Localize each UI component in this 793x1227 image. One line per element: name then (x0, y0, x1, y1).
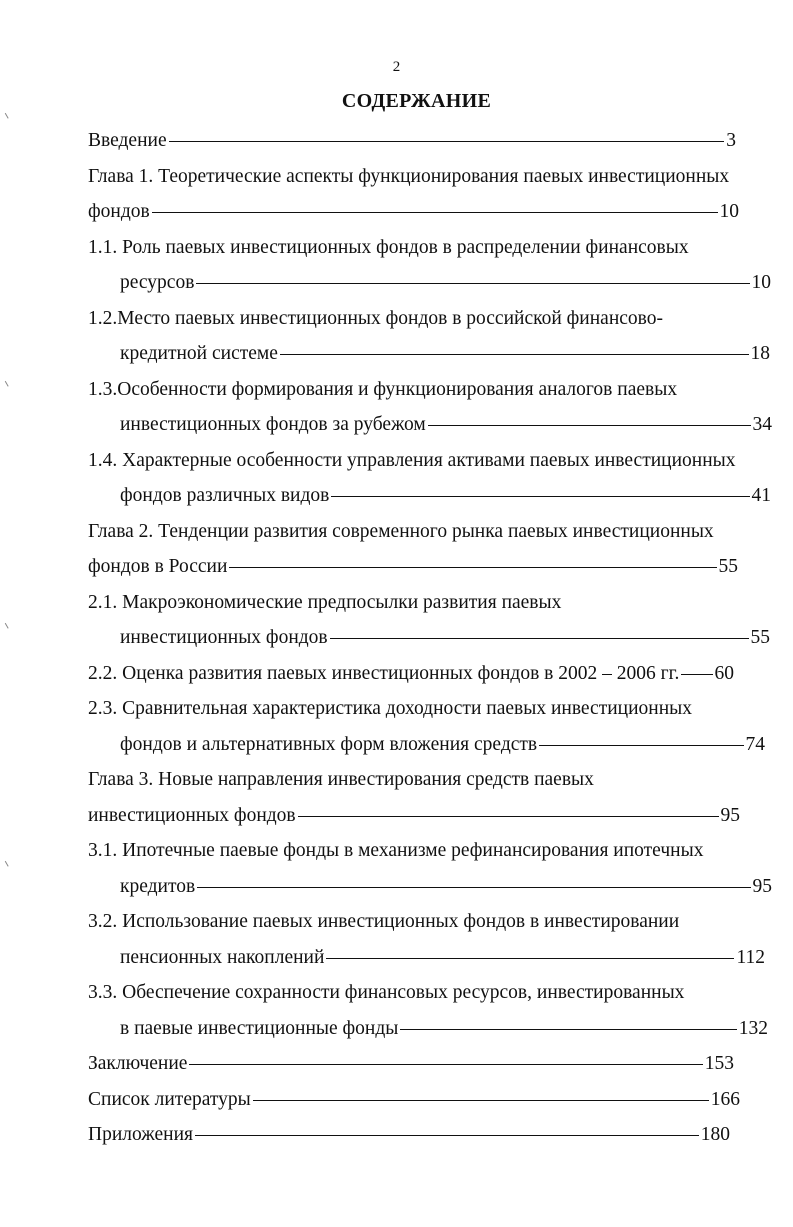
dot-leader (195, 1135, 699, 1136)
toc-entry-section-1-1[interactable] (88, 230, 771, 301)
dot-leader (331, 496, 749, 497)
dot-leader (681, 674, 712, 675)
toc-entry-title-continued: фондов в России (88, 556, 228, 577)
toc-entry-conclusion[interactable] (88, 1046, 738, 1082)
toc-entry-section-1-4[interactable] (88, 443, 771, 514)
toc-entry-appendices[interactable] (88, 1117, 738, 1153)
scan-mark (5, 859, 11, 866)
toc-page-number: 95 (720, 804, 740, 826)
toc-page-number: 153 (704, 1053, 734, 1074)
toc-page-number: 41 (751, 485, 771, 506)
dot-leader (280, 354, 749, 355)
toc-page-number: 166 (710, 1088, 740, 1110)
toc-entry-section-2-3[interactable] (88, 691, 765, 762)
toc-entry-title: Заключение (88, 1053, 188, 1074)
toc-page-number: 10 (751, 272, 771, 293)
toc-entry-section-2-2[interactable] (88, 656, 738, 692)
toc-page-number: 132 (738, 1017, 768, 1039)
dot-leader (539, 745, 743, 746)
dot-leader (428, 425, 751, 426)
toc-entry-title: 2.2. Оценка развития паевых инвестиционных фондов в 2002 – 2006 гг. (88, 662, 680, 684)
toc-entry-title-continued: пенсионных накоплений (120, 946, 325, 968)
toc-entry-title: 2.3. Сравнительная характеристика доходности паевых инвестиционных (88, 698, 693, 719)
toc-page-number: 95 (752, 875, 772, 897)
dot-leader (169, 141, 725, 142)
toc-entry-section-2-1[interactable] (88, 585, 770, 656)
toc-page-number: 10 (719, 201, 739, 222)
dot-leader (152, 212, 718, 213)
toc-entry-title-continued: кредитов (120, 875, 196, 897)
toc-entry-chapter-2[interactable] (88, 514, 738, 585)
toc-entry-section-3-2[interactable] (88, 904, 765, 975)
dot-leader (196, 283, 749, 284)
toc-entry-title: 2.1. Макроэкономические предпосылки развития паевых (88, 591, 562, 613)
dot-leader (253, 1100, 709, 1101)
toc-entry-title: Глава 2. Тенденции развития современного рынка паевых инвестиционных (88, 520, 714, 542)
toc-entry-title-continued: инвестиционных фондов за рубежом (120, 414, 426, 435)
dot-leader (330, 638, 749, 639)
dot-leader (400, 1029, 736, 1030)
toc-entry-chapter-1[interactable] (88, 159, 738, 230)
toc-entry-section-3-1[interactable] (88, 833, 772, 904)
toc-page-number: 3 (726, 130, 736, 151)
toc-page-number: 55 (718, 556, 738, 577)
toc-entry-section-1-3[interactable] (88, 372, 772, 443)
dot-leader (326, 958, 734, 959)
toc-entry-title: 1.1. Роль паевых инвестиционных фондов в распределении финансовых (88, 236, 689, 258)
toc-page-number: 74 (745, 733, 765, 755)
toc-entry-title: 1.2.Место паевых инвестиционных фондов в российской финансово- (88, 307, 663, 329)
toc-page-number: 55 (750, 627, 770, 648)
table-of-contents (88, 123, 772, 1153)
dot-leader (229, 567, 716, 568)
toc-entry-title-continued: фондов различных видов (120, 485, 330, 506)
dot-leader (197, 887, 750, 888)
scan-mark (5, 379, 11, 386)
toc-entry-title-continued: инвестиционных фондов (88, 804, 296, 826)
toc-entry-introduction[interactable] (88, 123, 738, 159)
page-number: 2 (392, 59, 401, 75)
toc-entry-title-continued: кредитной системе (120, 343, 278, 364)
toc-entry-title: Глава 3. Новые направления инвестирования средств паевых (88, 769, 594, 790)
toc-page-number: 112 (736, 946, 765, 968)
toc-entry-title-continued: фондов и альтернативных форм вложения средств (120, 733, 538, 755)
toc-entry-title: Приложения (88, 1124, 193, 1145)
dot-leader (189, 1064, 702, 1065)
toc-entry-title: 3.2. Использование паевых инвестиционных фондов в инвестировании (88, 911, 680, 932)
toc-entry-title: Введение (88, 130, 167, 151)
toc-entry-title-continued: инвестиционных фондов (120, 627, 328, 648)
toc-entry-title: 1.4. Характерные особенности управления активами паевых инвестиционных (88, 449, 736, 471)
toc-entry-title-continued: в паевые инвестиционные фонды (120, 1017, 399, 1039)
scan-mark (5, 621, 11, 628)
toc-page-number: 34 (752, 414, 772, 435)
dot-leader (298, 816, 719, 817)
toc-entry-title-continued: ресурсов (120, 272, 195, 293)
toc-entry-title: 3.1. Ипотечные паевые фонды в механизме рефинансирования ипотечных (88, 840, 704, 861)
page-title: СОДЕРЖАНИЕ (341, 90, 492, 112)
toc-entry-chapter-3[interactable] (88, 762, 738, 833)
toc-entry-title-continued: фондов (88, 201, 150, 222)
toc-entry-title: Глава 1. Теоретические аспекты функционирования паевых инвестиционных (88, 165, 730, 187)
toc-entry-bibliography[interactable] (88, 1082, 738, 1118)
toc-entry-title: Список литературы (88, 1088, 251, 1110)
toc-page-number: 180 (700, 1124, 730, 1145)
toc-entry-section-3-3[interactable] (88, 975, 768, 1046)
toc-page-number: 18 (750, 343, 770, 364)
toc-entry-section-1-2[interactable] (88, 301, 770, 372)
toc-page-number: 60 (714, 662, 734, 684)
toc-entry-title: 3.3. Обеспечение сохранности финансовых ресурсов, инвестированных (88, 982, 685, 1003)
toc-entry-title: 1.3.Особенности формирования и функционирования аналогов паевых (88, 378, 678, 400)
